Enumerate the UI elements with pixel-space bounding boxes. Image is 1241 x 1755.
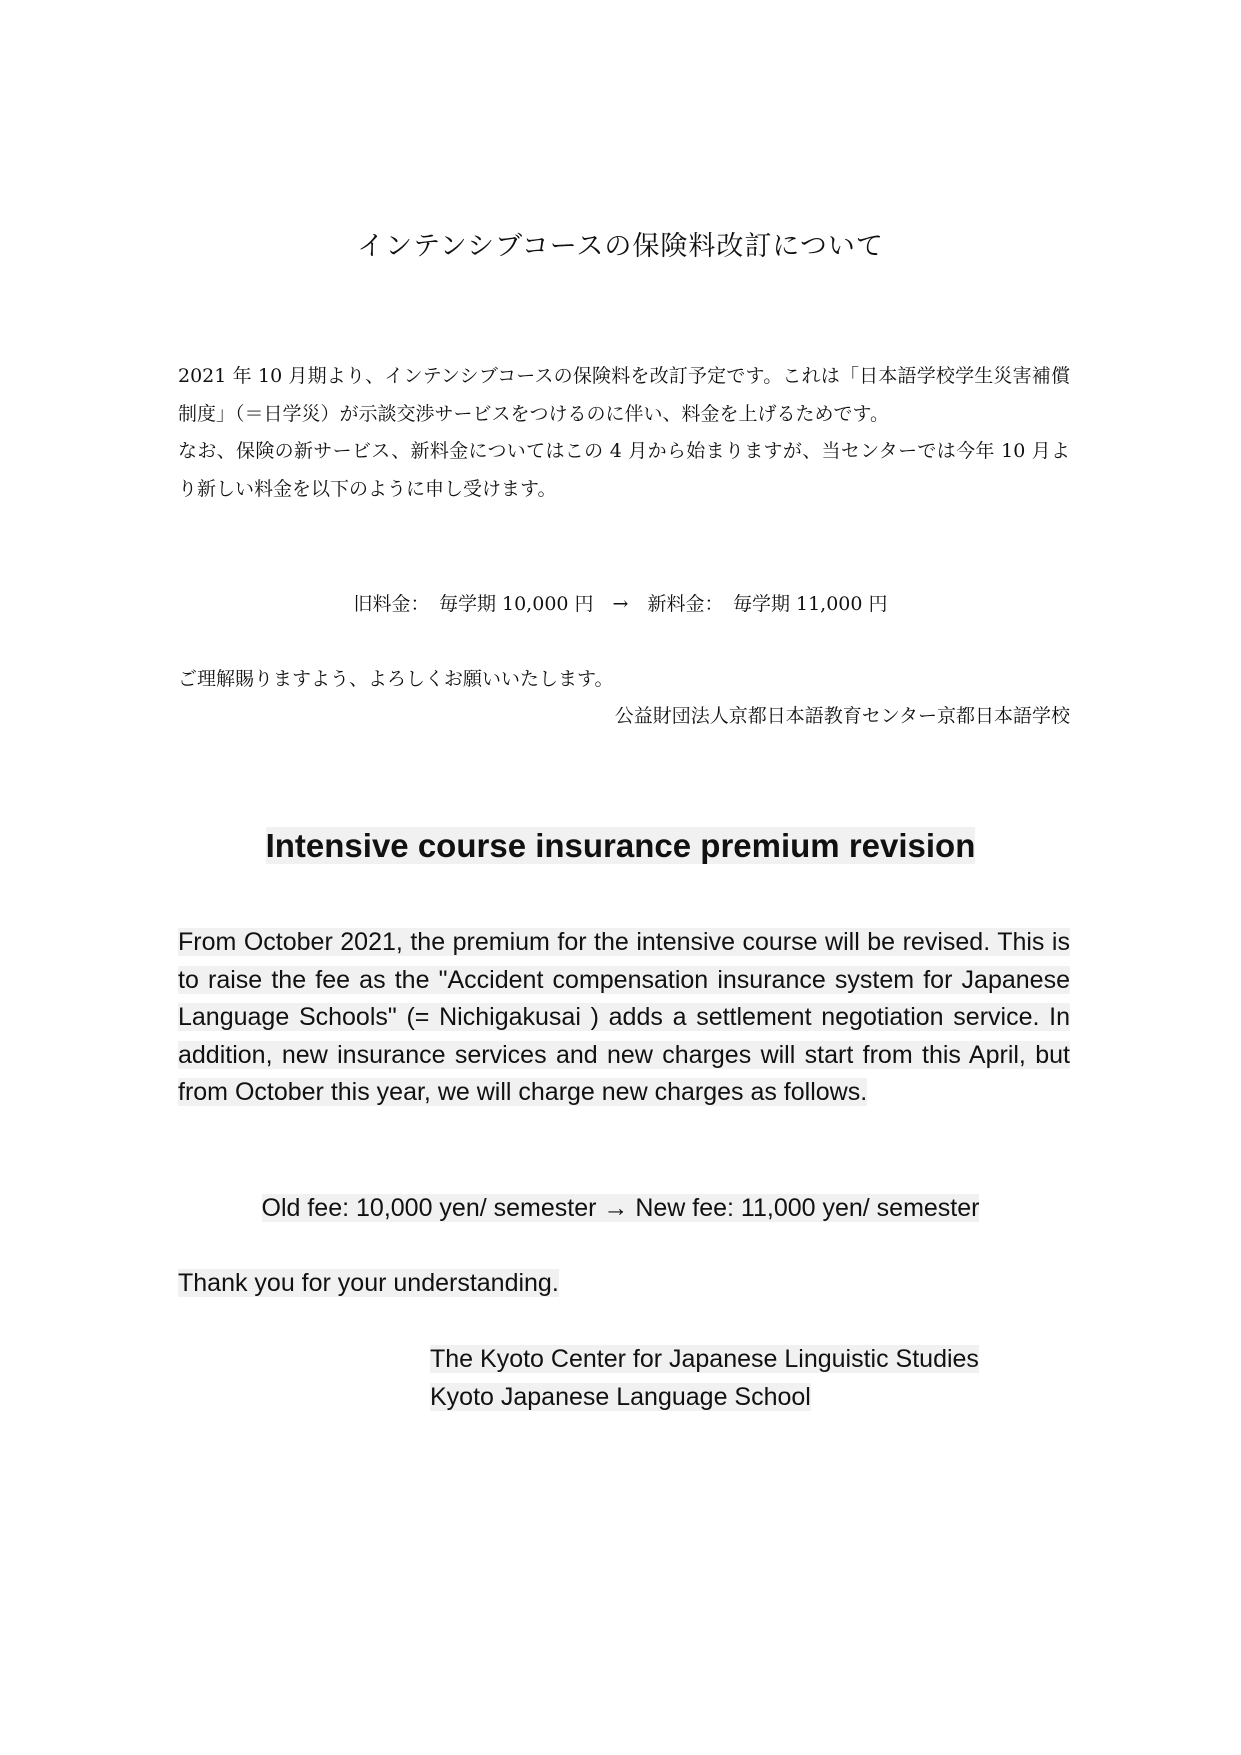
japanese-paragraph-1: 2021 年 10 月期より、インテンシブコースの保険料を改訂予定です。これは「日本語学校学生災害補償制度」（＝日学災）が示談交渉サービスをつけるのに伴い、料金を上げるためです。 [178, 365, 1070, 425]
japanese-signature: 公益財団法人京都日本語教育センター京都日本語学校 [614, 705, 1070, 727]
english-thanks-text: Thank you for your understanding. [178, 1269, 559, 1297]
japanese-title: インテンシブコースの保険料改訂について [357, 231, 884, 262]
english-paragraph [178, 924, 1070, 1112]
japanese-paragraph-2: なお、保険の新サービス、新料金についてはこの 4 月から始まりますが、当センターでは今年 10 月より新しい料金を以下のように申し受けます。 [178, 440, 1070, 500]
english-title-text: Intensive course insurance premium revision [265, 827, 976, 864]
english-title [0, 826, 1241, 866]
english-fee-line-text: Old fee: 10,000 yen/ semester → New fee: 11,000 yen/ semester [261, 1194, 980, 1222]
english-signature-line-2: Kyoto Japanese Language School [430, 1383, 811, 1411]
japanese-fee-line: 旧料金： 毎学期 10,000 円 → 新料金： 毎学期 11,000 円 [353, 593, 888, 615]
english-fee-line [0, 1190, 1241, 1227]
english-signature [430, 1340, 979, 1416]
japanese-thanks: ご理解賜りますよう、よろしくお願いいたします。 [178, 668, 614, 690]
japanese-body [178, 358, 1070, 508]
english-paragraph-text: From October 2021, the premium for the intensive course will be revised. This is to raise the fee as the "Accident compensation insurance system for Japanese Language Schools" (= Nichigakusai ) adds a settlement negotiation service. In addition, new insurance services and new charges will start from this April, but from October this year, we will charge new charges as follows. [178, 928, 1070, 1107]
english-signature-line-1: The Kyoto Center for Japanese Linguistic Studies [430, 1345, 979, 1373]
english-thanks [178, 1265, 559, 1302]
